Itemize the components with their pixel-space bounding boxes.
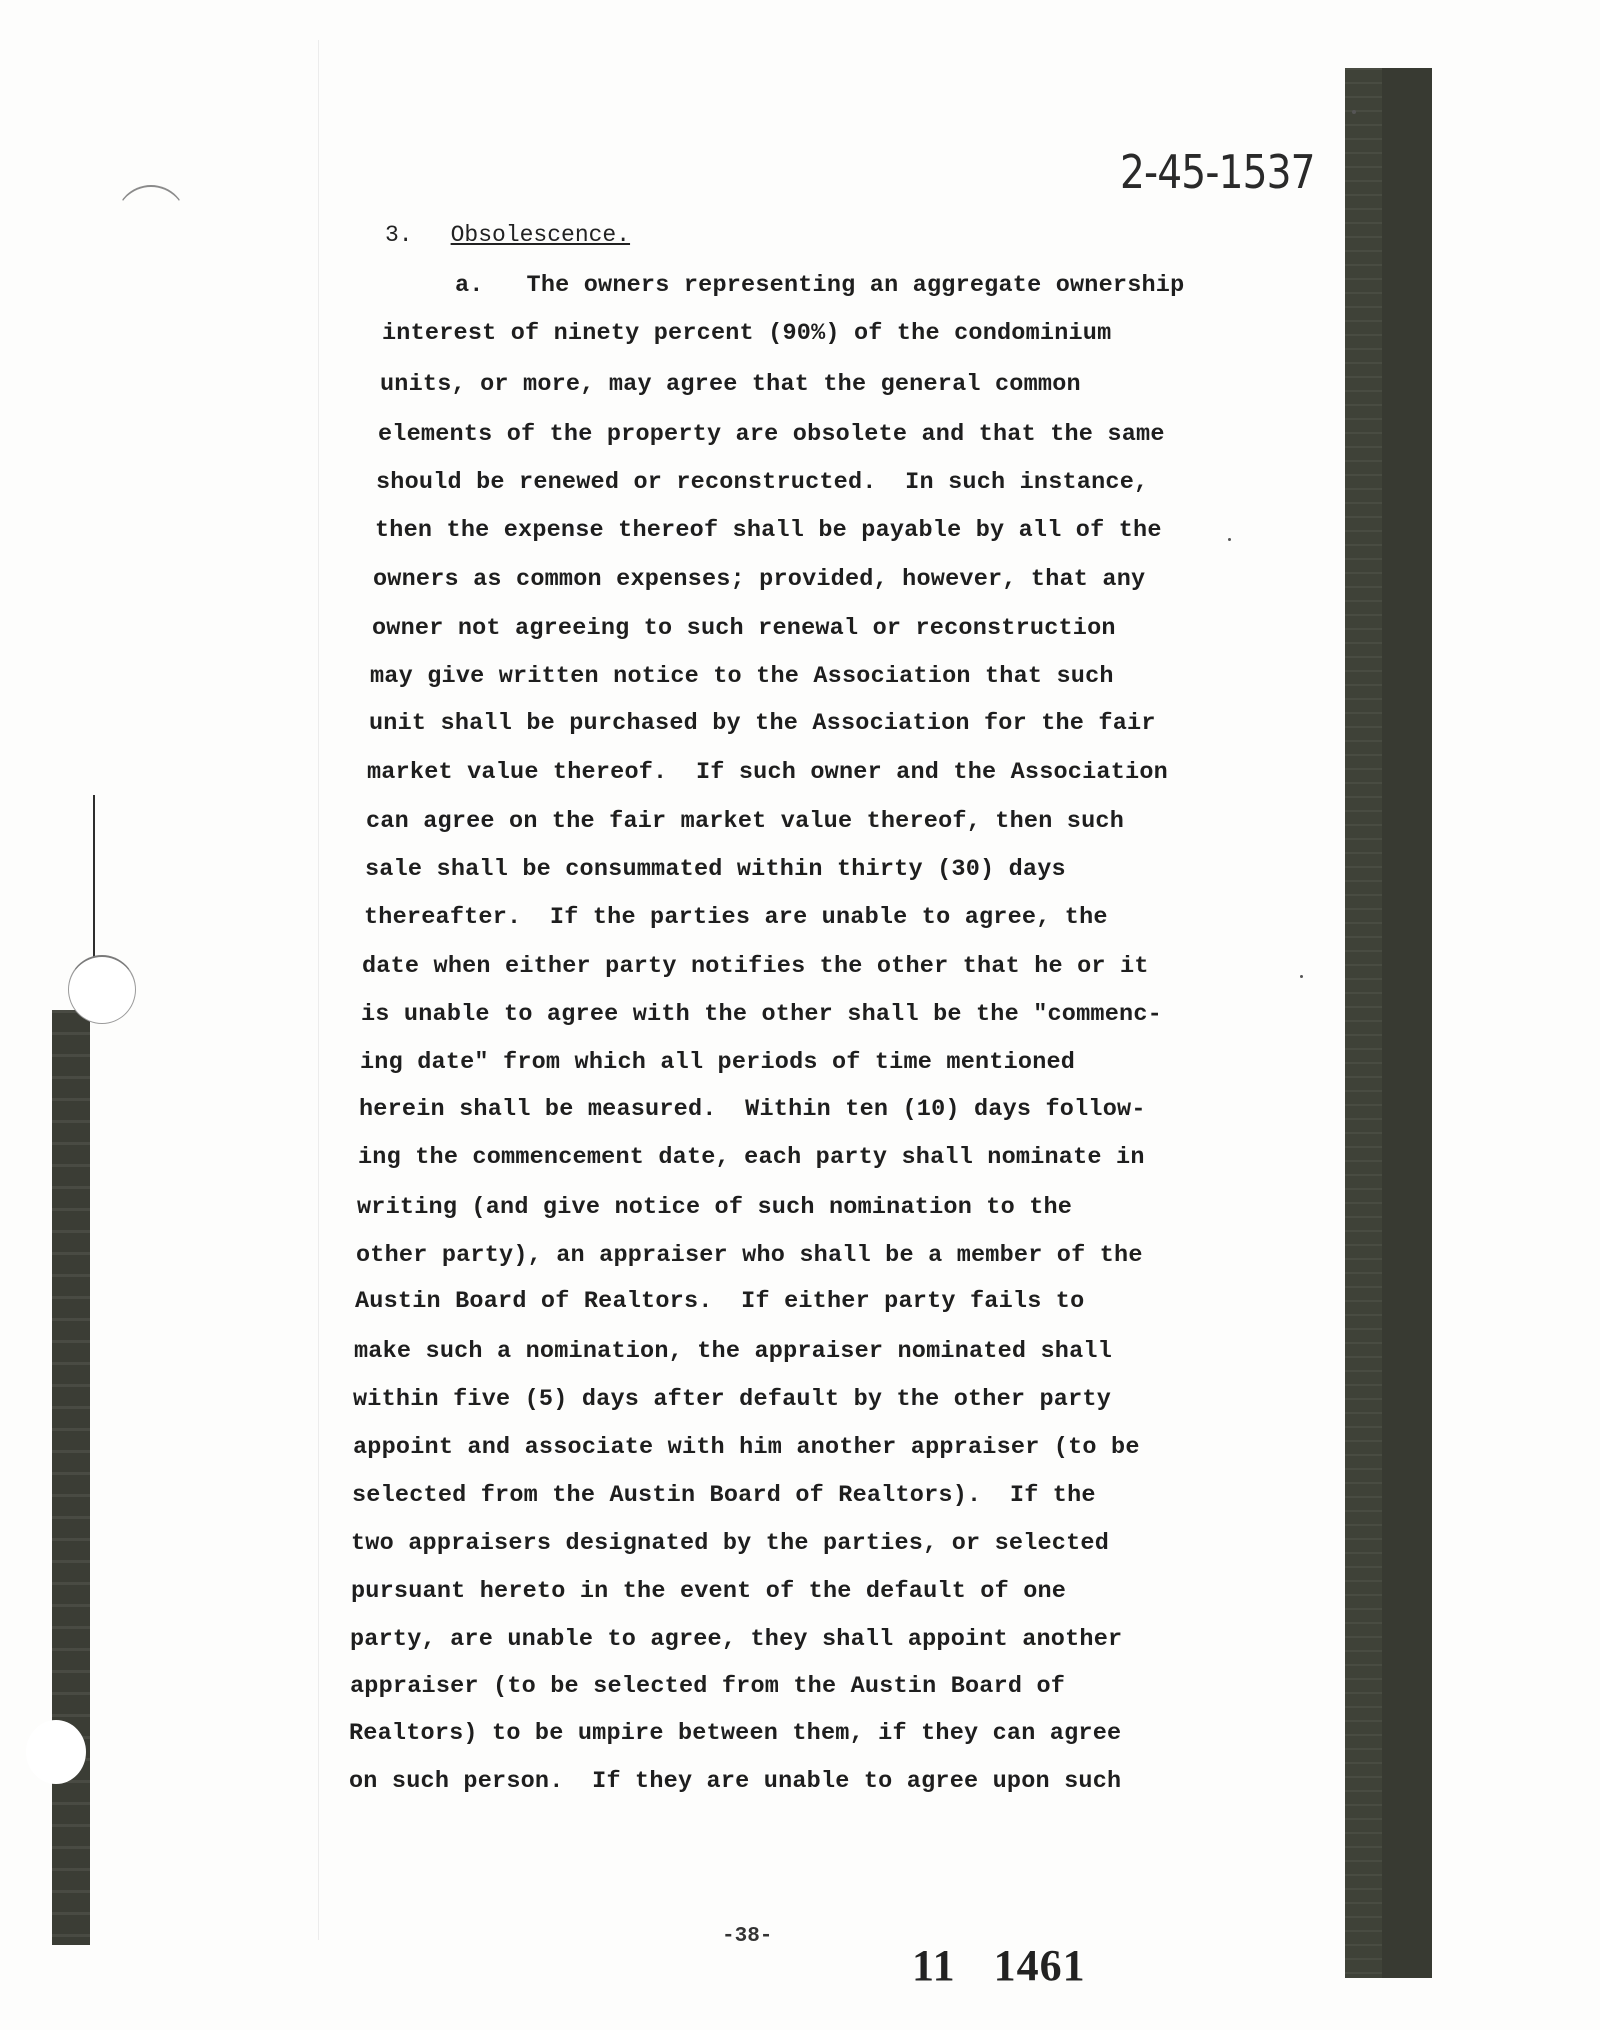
body-line: herein shall be measured. Within ten (10) days follow-	[359, 1096, 1146, 1123]
stamp-page: 1461	[993, 1941, 1086, 1990]
body-line: two appraisers designated by the parties, or selected	[351, 1530, 1110, 1557]
body-line: party, are unable to agree, they shall appoint another	[350, 1626, 1123, 1653]
body-line: owners as common expenses; provided, however, that any	[373, 566, 1146, 593]
body-line: ing the commencement date, each party shall nominate in	[358, 1144, 1145, 1171]
body-line: is unable to agree with the other shall be the "commenc-	[361, 1001, 1162, 1028]
body-line: elements of the property are obsolete and that the same	[378, 421, 1165, 448]
body-line: can agree on the fair market value thereof, then such	[366, 808, 1125, 835]
body-line: sale shall be consummated within thirty (30) days	[365, 856, 1066, 883]
body-line: unit shall be purchased by the Association for the fair	[369, 710, 1156, 737]
body-line: may give written notice to the Association that such	[370, 663, 1114, 690]
body-line: should be renewed or reconstructed. In such instance,	[376, 469, 1149, 496]
body-line: make such a nomination, the appraiser nominated shall	[354, 1338, 1113, 1365]
body-line: Austin Board of Realtors. If either party fails to	[355, 1288, 1085, 1315]
body-line: date when either party notifies the other that he or it	[362, 953, 1149, 980]
stamp-volume: 11	[912, 1941, 956, 1990]
body-line: selected from the Austin Board of Realtors). If the	[352, 1482, 1096, 1509]
body-line: pursuant hereto in the event of the default of one	[351, 1578, 1067, 1605]
page-number: -38-	[722, 1925, 773, 1948]
body-line: within five (5) days after default by the other party	[353, 1386, 1112, 1413]
body-line: other party), an appraiser who shall be a member of the	[356, 1242, 1143, 1269]
body-line: writing (and give notice of such nomination to the	[357, 1194, 1073, 1221]
body-line: appoint and associate with him another appraiser (to be	[353, 1434, 1140, 1461]
body-line: a. The owners representing an aggregate ownership	[455, 272, 1185, 299]
section-title: Obsolescence.	[450, 222, 631, 248]
body-line: Realtors) to be umpire between them, if they can agree	[349, 1720, 1122, 1747]
body-line: thereafter. If the parties are unable to agree, the	[364, 904, 1108, 931]
body-line: market value thereof. If such owner and the Association	[367, 759, 1168, 786]
body-line: units, or more, may agree that the general common	[380, 371, 1081, 398]
body-line: on such person. If they are unable to agree upon such	[349, 1768, 1122, 1795]
body-line: ing date" from which all periods of time mentioned	[360, 1049, 1076, 1076]
body-line: owner not agreeing to such renewal or reconstruction	[372, 615, 1116, 642]
body-line: interest of ninety percent (90%) of the condominium	[382, 320, 1112, 347]
section-number: 3.	[385, 222, 413, 248]
document-number: 2-45-1537	[1120, 145, 1315, 199]
body-line: then the expense thereof shall be payable by all of the	[375, 517, 1162, 544]
recording-stamp	[912, 1940, 1086, 1991]
body-line: appraiser (to be selected from the Austin Board of	[350, 1673, 1066, 1700]
